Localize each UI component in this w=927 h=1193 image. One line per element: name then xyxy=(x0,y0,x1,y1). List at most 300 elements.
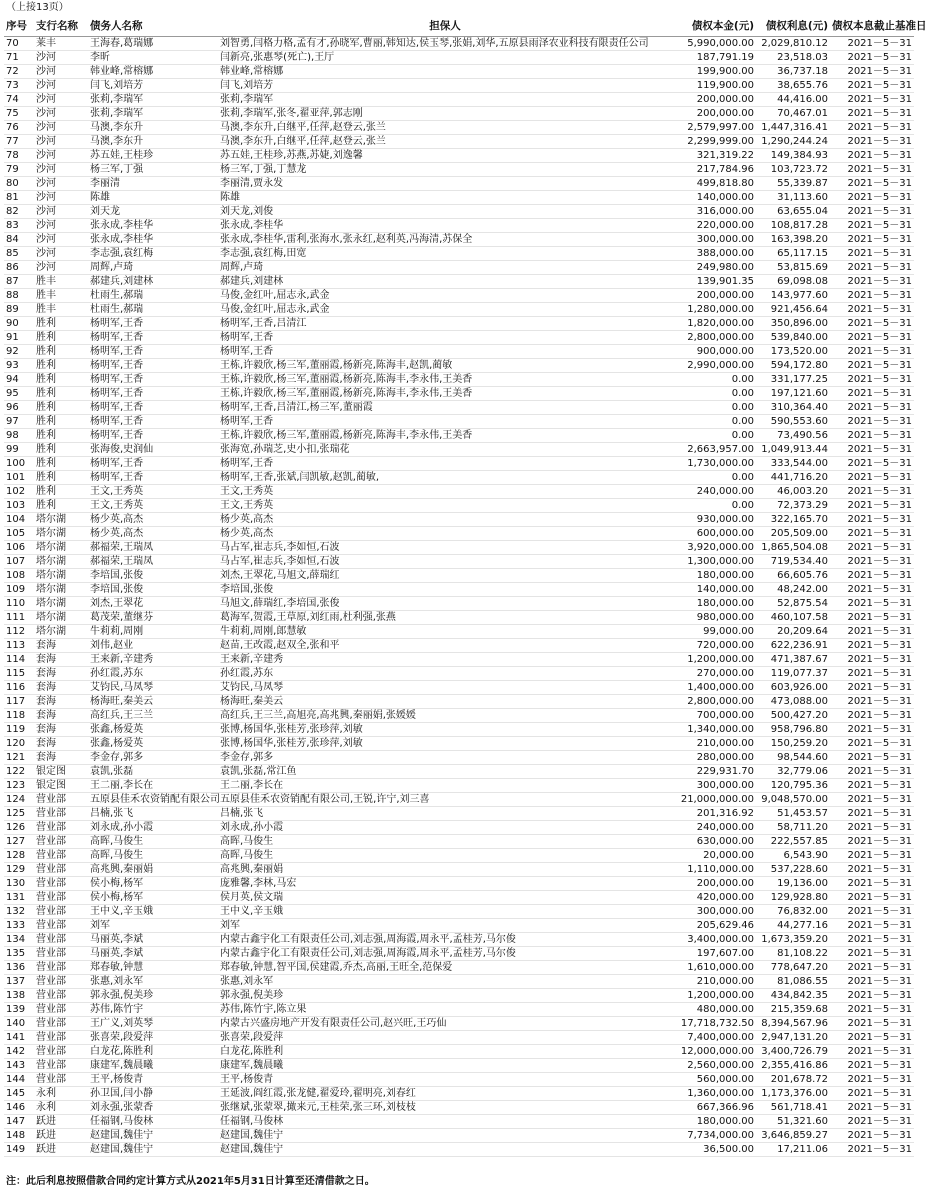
interest-amount: 36,737.18 xyxy=(777,66,828,77)
table-row xyxy=(4,289,914,303)
row-no: 90 xyxy=(6,318,19,329)
guarantor-names: 郭永强,倪美珍 xyxy=(220,990,284,1001)
row-no: 86 xyxy=(6,262,19,273)
principal-amount: 980,000.00 xyxy=(696,612,754,623)
base-date: 2021－5－31 xyxy=(847,52,912,63)
debtor-name: 刘永强,张蒙香 xyxy=(90,1102,154,1113)
debtor-name: 杨少英,高杰 xyxy=(90,514,144,525)
row-no: 108 xyxy=(6,570,26,581)
row-no: 131 xyxy=(6,892,26,903)
base-date: 2021－5－31 xyxy=(847,38,912,49)
base-date: 2021－5－31 xyxy=(847,80,912,91)
branch-name: 银定图 xyxy=(36,780,66,791)
branch-name: 沙河 xyxy=(36,248,56,259)
row-no: 125 xyxy=(6,808,26,819)
table-header-row xyxy=(4,16,914,37)
branch-name: 胜丰 xyxy=(36,276,56,287)
principal-amount: 1,110,000.00 xyxy=(687,864,754,875)
row-no: 118 xyxy=(6,710,26,721)
base-date: 2021－5－31 xyxy=(847,570,912,581)
base-date: 2021－5－31 xyxy=(847,1060,912,1071)
table-row xyxy=(4,107,914,121)
debtor-name: 杜雨生,郝瑞 xyxy=(90,304,144,315)
row-no: 134 xyxy=(6,934,26,945)
guarantor-names: 王文,王秀英 xyxy=(220,486,274,497)
debtor-name: 王平,杨俊青 xyxy=(90,1074,144,1085)
base-date: 2021－5－31 xyxy=(847,192,912,203)
base-date: 2021－5－31 xyxy=(847,136,912,147)
row-no: 128 xyxy=(6,850,26,861)
principal-amount: 0.00 xyxy=(731,430,754,441)
guarantor-names: 赵建国,魏佳宁 xyxy=(220,1130,284,1141)
row-no: 70 xyxy=(6,38,19,49)
debtor-name: 韩业峰,常榕娜 xyxy=(90,66,154,77)
branch-name: 胜利 xyxy=(36,430,56,441)
interest-amount: 129,928.80 xyxy=(770,892,828,903)
guarantor-names: 张喜荣,段爱萍 xyxy=(220,1032,284,1043)
base-date: 2021－5－31 xyxy=(847,794,912,805)
guarantor-names: 艾钧民,马凤琴 xyxy=(220,682,284,693)
branch-name: 营业部 xyxy=(36,836,66,847)
principal-amount: 119,900.00 xyxy=(696,80,754,91)
base-date: 2021－5－31 xyxy=(847,626,912,637)
table-row xyxy=(4,1087,914,1101)
row-no: 77 xyxy=(6,136,19,147)
principal-amount: 499,818.80 xyxy=(696,178,754,189)
guarantor-names: 杨明军,王香 xyxy=(220,458,274,469)
principal-amount: 600,000.00 xyxy=(696,528,754,539)
base-date: 2021－5－31 xyxy=(847,360,912,371)
branch-name: 套海 xyxy=(36,682,56,693)
interest-amount: 460,107.58 xyxy=(770,612,828,623)
base-date: 2021－5－31 xyxy=(847,500,912,511)
branch-name: 营业部 xyxy=(36,934,66,945)
table-row xyxy=(4,163,914,177)
debtor-name: 艾钧民,马凤琴 xyxy=(90,682,154,693)
guarantor-names: 高晖,马俊生 xyxy=(220,836,274,847)
principal-amount: 2,800,000.00 xyxy=(687,696,754,707)
base-date: 2021－5－31 xyxy=(847,1102,912,1113)
debtor-name: 张鑫,杨爱英 xyxy=(90,724,144,735)
row-no: 89 xyxy=(6,304,19,315)
base-date: 2021－5－31 xyxy=(847,822,912,833)
principal-amount: 200,000.00 xyxy=(696,290,754,301)
table-row xyxy=(4,1101,914,1115)
header-guarantor: 担保人 xyxy=(429,20,461,32)
guarantor-names: 杨少英,高杰 xyxy=(220,528,274,539)
branch-name: 营业部 xyxy=(36,1074,66,1085)
row-no: 93 xyxy=(6,360,19,371)
branch-name: 塔尔湖 xyxy=(36,514,66,525)
base-date: 2021－5－31 xyxy=(847,766,912,777)
debtor-name: 高红兵,王三兰 xyxy=(90,710,154,721)
row-no: 75 xyxy=(6,108,19,119)
debtor-name: 杜雨生,郝瑞 xyxy=(90,290,144,301)
branch-name: 塔尔湖 xyxy=(36,598,66,609)
branch-name: 沙河 xyxy=(36,52,56,63)
guarantor-names: 王中义,辛玉娥 xyxy=(220,906,284,917)
row-no: 133 xyxy=(6,920,26,931)
row-no: 147 xyxy=(6,1116,26,1127)
guarantor-names: 刘永成,孙小霞 xyxy=(220,822,284,833)
guarantor-names: 白龙花,陈胜利 xyxy=(220,1046,284,1057)
debtor-name: 刘天龙 xyxy=(90,206,120,217)
branch-name: 套海 xyxy=(36,710,56,721)
principal-amount: 667,366.96 xyxy=(696,1102,754,1113)
principal-amount: 720,000.00 xyxy=(696,640,754,651)
branch-name: 胜利 xyxy=(36,402,56,413)
row-no: 136 xyxy=(6,962,26,973)
debtor-name: 高晖,马俊生 xyxy=(90,836,144,847)
base-date: 2021－5－31 xyxy=(847,962,912,973)
row-no: 72 xyxy=(6,66,19,77)
row-no: 85 xyxy=(6,248,19,259)
interest-amount: 55,339.87 xyxy=(777,178,828,189)
principal-amount: 0.00 xyxy=(731,472,754,483)
guarantor-names: 闫新亮,张惠琴(死亡),王厅 xyxy=(220,52,335,63)
row-no: 110 xyxy=(6,598,26,609)
row-no: 84 xyxy=(6,234,19,245)
interest-amount: 2,947,131.20 xyxy=(761,1032,828,1043)
branch-name: 胜利 xyxy=(36,374,56,385)
base-date: 2021－5－31 xyxy=(847,752,912,763)
interest-amount: 2,029,810.12 xyxy=(761,38,828,49)
debtor-name: 五原县佳禾农资销配有限公司 xyxy=(90,794,220,805)
branch-name: 营业部 xyxy=(36,1004,66,1015)
debtor-name: 袁凯,张磊 xyxy=(90,766,134,777)
table-row xyxy=(4,835,914,849)
base-date: 2021－5－31 xyxy=(847,682,912,693)
table-row xyxy=(4,989,914,1003)
guarantor-names: 杨海旺,秦美云 xyxy=(220,696,284,707)
branch-name: 沙河 xyxy=(36,262,56,273)
guarantor-names: 马旭文,薛瑞红,李培国,张俊 xyxy=(220,598,340,609)
table-row xyxy=(4,345,914,359)
table-row xyxy=(4,891,914,905)
table-row xyxy=(4,471,914,485)
debt-table xyxy=(4,16,927,1157)
table-row xyxy=(4,597,914,611)
interest-amount: 333,544.00 xyxy=(770,458,828,469)
debtor-name: 康建军,魏晨曦 xyxy=(90,1060,154,1071)
base-date: 2021－5－31 xyxy=(847,696,912,707)
interest-amount: 205,509.00 xyxy=(770,528,828,539)
branch-name: 营业部 xyxy=(36,808,66,819)
principal-amount: 139,901.35 xyxy=(696,276,754,287)
base-date: 2021－5－31 xyxy=(847,1018,912,1029)
guarantor-names: 杨明军,王香,吕清江 xyxy=(220,318,307,329)
principal-amount: 1,300,000.00 xyxy=(687,556,754,567)
principal-amount: 197,607.00 xyxy=(696,948,754,959)
debtor-name: 王海春,葛瑞娜 xyxy=(90,38,154,49)
table-row xyxy=(4,863,914,877)
table-row xyxy=(4,429,914,443)
base-date: 2021－5－31 xyxy=(847,598,912,609)
row-no: 76 xyxy=(6,122,19,133)
guarantor-names: 张莉,李瑞军,张冬,翟亚萍,郭志刚 xyxy=(220,108,363,119)
guarantor-names: 高红兵,王三兰,高旭亮,高兆興,秦丽娟,张媛媛 xyxy=(220,710,416,721)
base-date: 2021－5－31 xyxy=(847,346,912,357)
table-row xyxy=(4,765,914,779)
principal-amount: 900,000.00 xyxy=(696,346,754,357)
debtor-name: 葛茂荣,董继芬 xyxy=(90,612,154,623)
principal-amount: 20,000.00 xyxy=(703,850,754,861)
guarantor-names: 侯月英,侯文瑞 xyxy=(220,892,284,903)
principal-amount: 201,316.92 xyxy=(696,808,754,819)
interest-amount: 1,865,504.08 xyxy=(761,542,828,553)
guarantor-names: 内蒙古鑫宇化工有限责任公司,刘志强,周海霞,周永平,孟桂芳,马尔俊 xyxy=(220,948,516,959)
branch-name: 沙河 xyxy=(36,178,56,189)
interest-amount: 32,779.06 xyxy=(777,766,828,777)
interest-amount: 1,049,913.44 xyxy=(761,444,828,455)
guarantor-names: 陈雄 xyxy=(220,192,240,203)
table-row xyxy=(4,1143,914,1157)
interest-amount: 51,321.60 xyxy=(777,1116,828,1127)
interest-amount: 120,795.36 xyxy=(770,780,828,791)
branch-name: 胜利 xyxy=(36,500,56,511)
branch-name: 跃进 xyxy=(36,1144,56,1155)
principal-amount: 2,579,997.00 xyxy=(687,122,754,133)
principal-amount: 2,560,000.00 xyxy=(687,1060,754,1071)
branch-name: 营业部 xyxy=(36,990,66,1001)
guarantor-names: 张海宽,孙瑞芝,史小扣,张瑞花 xyxy=(220,444,350,455)
principal-amount: 180,000.00 xyxy=(696,598,754,609)
table-row xyxy=(4,779,914,793)
table-row xyxy=(4,877,914,891)
row-no: 144 xyxy=(6,1074,26,1085)
principal-amount: 480,000.00 xyxy=(696,1004,754,1015)
principal-amount: 321,319.22 xyxy=(696,150,754,161)
principal-amount: 200,000.00 xyxy=(696,94,754,105)
principal-amount: 300,000.00 xyxy=(696,234,754,245)
interest-amount: 539,840.00 xyxy=(770,332,828,343)
branch-name: 胜利 xyxy=(36,360,56,371)
interest-amount: 17,211.06 xyxy=(777,1144,828,1155)
row-no: 120 xyxy=(6,738,26,749)
header-principal: 债权本金(元) xyxy=(691,20,754,32)
interest-amount: 81,086.55 xyxy=(777,976,828,987)
guarantor-names: 李培国,张俊 xyxy=(220,584,274,595)
guarantor-names: 刘天龙,刘俊 xyxy=(220,206,274,217)
table-row xyxy=(4,975,914,989)
guarantor-names: 马占军,崔志兵,李如恒,石波 xyxy=(220,542,340,553)
base-date: 2021－5－31 xyxy=(847,584,912,595)
table-row xyxy=(4,667,914,681)
interest-amount: 51,453.57 xyxy=(777,808,828,819)
branch-name: 永利 xyxy=(36,1102,56,1113)
debtor-name: 张莉,李瑞军 xyxy=(90,94,144,105)
debtor-name: 郝福荣,王瑞凤 xyxy=(90,556,154,567)
base-date: 2021－5－31 xyxy=(847,920,912,931)
debtor-name: 李培国,张俊 xyxy=(90,584,144,595)
interest-amount: 76,832.00 xyxy=(777,906,828,917)
row-no: 124 xyxy=(6,794,26,805)
branch-name: 营业部 xyxy=(36,976,66,987)
interest-amount: 331,177.25 xyxy=(770,374,828,385)
branch-name: 营业部 xyxy=(36,850,66,861)
interest-amount: 70,467.01 xyxy=(777,108,828,119)
principal-amount: 300,000.00 xyxy=(696,906,754,917)
branch-name: 胜利 xyxy=(36,318,56,329)
debtor-name: 郭永强,倪美珍 xyxy=(90,990,154,1001)
guarantor-names: 杨明军,王香,张斌,闫凯敏,赵凯,蔺敏, xyxy=(220,472,380,483)
interest-amount: 201,678.72 xyxy=(770,1074,828,1085)
interest-amount: 222,557.85 xyxy=(770,836,828,847)
guarantor-names: 葛海军,贺霞,王草原,刘红雨,杜利强,张燕 xyxy=(220,612,396,623)
debtor-name: 侯小梅,杨军 xyxy=(90,892,144,903)
base-date: 2021－5－31 xyxy=(847,556,912,567)
debtor-name: 李金存,郭多 xyxy=(90,752,144,763)
guarantor-names: 王延波,阎红霞,张龙健,翟爱玲,翟明亮,刘春红 xyxy=(220,1088,416,1099)
interest-amount: 48,242.00 xyxy=(777,584,828,595)
base-date: 2021－5－31 xyxy=(847,402,912,413)
debtor-name: 陈雄 xyxy=(90,192,110,203)
base-date: 2021－5－31 xyxy=(847,164,912,175)
debtor-name: 马澳,李东升 xyxy=(90,122,144,133)
base-date: 2021－5－31 xyxy=(847,668,912,679)
row-no: 113 xyxy=(6,640,26,651)
debtor-name: 刘杰,王翠花 xyxy=(90,598,144,609)
interest-amount: 143,977.60 xyxy=(770,290,828,301)
row-no: 94 xyxy=(6,374,19,385)
guarantor-names: 王栋,许毅欣,杨三军,董丽霞,杨新亮,陈海丰,赵凯,蔺敏 xyxy=(220,360,453,371)
branch-name: 套海 xyxy=(36,640,56,651)
debtor-name: 张永成,李桂华 xyxy=(90,234,154,245)
base-date: 2021－5－31 xyxy=(847,892,912,903)
principal-amount: 217,784.96 xyxy=(696,164,754,175)
guarantor-names: 赵建国,魏佳宁 xyxy=(220,1144,284,1155)
guarantor-names: 康建军,魏晨曦 xyxy=(220,1060,284,1071)
guarantor-names: 庞雅馨,李林,马宏 xyxy=(220,878,297,889)
principal-amount: 205,629.46 xyxy=(696,920,754,931)
row-no: 112 xyxy=(6,626,26,637)
table-row xyxy=(4,485,914,499)
table-row xyxy=(4,401,914,415)
base-date: 2021－5－31 xyxy=(847,332,912,343)
principal-amount: 0.00 xyxy=(731,402,754,413)
branch-name: 沙河 xyxy=(36,66,56,77)
interest-amount: 561,718.41 xyxy=(770,1102,828,1113)
debtor-name: 杨海旺,秦美云 xyxy=(90,696,154,707)
base-date: 2021－5－31 xyxy=(847,290,912,301)
principal-amount: 180,000.00 xyxy=(696,570,754,581)
table-row xyxy=(4,135,914,149)
guarantor-names: 马俊,金红叶,屈志永,武金 xyxy=(220,290,330,301)
principal-amount: 930,000.00 xyxy=(696,514,754,525)
row-no: 117 xyxy=(6,696,26,707)
debtor-name: 杨明军,王香 xyxy=(90,472,144,483)
table-row xyxy=(4,1059,914,1073)
row-no: 95 xyxy=(6,388,19,399)
debtor-name: 王文,王秀英 xyxy=(90,486,144,497)
base-date: 2021－5－31 xyxy=(847,1046,912,1057)
branch-name: 胜利 xyxy=(36,346,56,357)
table-row xyxy=(4,947,914,961)
base-date: 2021－5－31 xyxy=(847,934,912,945)
principal-amount: 249,980.00 xyxy=(696,262,754,273)
branch-name: 营业部 xyxy=(36,1018,66,1029)
principal-amount: 280,000.00 xyxy=(696,752,754,763)
row-no: 103 xyxy=(6,500,26,511)
debtor-name: 马澳,李东升 xyxy=(90,136,144,147)
branch-name: 胜利 xyxy=(36,444,56,455)
guarantor-names: 牛莉莉,周刚,郎慧敏 xyxy=(220,626,307,637)
base-date: 2021－5－31 xyxy=(847,178,912,189)
row-no: 119 xyxy=(6,724,26,735)
table-row xyxy=(4,275,914,289)
debtor-name: 张永成,李桂华 xyxy=(90,220,154,231)
interest-amount: 44,277.16 xyxy=(777,920,828,931)
base-date: 2021－5－31 xyxy=(847,514,912,525)
base-date: 2021－5－31 xyxy=(847,248,912,259)
principal-amount: 0.00 xyxy=(731,388,754,399)
principal-amount: 17,718,732.50 xyxy=(680,1018,754,1029)
row-no: 88 xyxy=(6,290,19,301)
base-date: 2021－5－31 xyxy=(847,850,912,861)
table-row xyxy=(4,247,914,261)
table-row xyxy=(4,709,914,723)
principal-amount: 210,000.00 xyxy=(696,976,754,987)
guarantor-names: 张永成,李桂华,雷利,张海水,张永红,赵利英,冯海清,苏保全 xyxy=(220,234,473,245)
debtor-name: 白龙花,陈胜利 xyxy=(90,1046,154,1057)
table-row xyxy=(4,653,914,667)
table-row xyxy=(4,233,914,247)
guarantor-names: 张永成,李桂华 xyxy=(220,220,284,231)
header-base-date: 债权本息截止基准日 xyxy=(832,20,927,32)
debtor-name: 苏五娃,王桂珍 xyxy=(90,150,154,161)
guarantor-names: 杨明军,王香,吕清江,杨三军,董丽霞 xyxy=(220,402,373,413)
table-row xyxy=(4,723,914,737)
table-row xyxy=(4,793,914,807)
base-date: 2021－5－31 xyxy=(847,990,912,1001)
row-no: 130 xyxy=(6,878,26,889)
guarantor-names: 刘杰,王翠花,马旭文,薛瑞红 xyxy=(220,570,340,581)
branch-name: 塔尔湖 xyxy=(36,584,66,595)
interest-amount: 31,113.60 xyxy=(777,192,828,203)
base-date: 2021－5－31 xyxy=(847,206,912,217)
guarantor-names: 马澳,李东升,白继平,任萍,赵登云,张兰 xyxy=(220,122,386,133)
row-no: 135 xyxy=(6,948,26,959)
base-date: 2021－5－31 xyxy=(847,486,912,497)
guarantor-names: 王文,王秀英 xyxy=(220,500,274,511)
base-date: 2021－5－31 xyxy=(847,864,912,875)
branch-name: 跃进 xyxy=(36,1130,56,1141)
debtor-name: 马丽英,李斌 xyxy=(90,948,144,959)
debtor-name: 杨明军,王香 xyxy=(90,318,144,329)
debtor-name: 刘永成,孙小霞 xyxy=(90,822,154,833)
base-date: 2021－5－31 xyxy=(847,808,912,819)
table-row xyxy=(4,177,914,191)
principal-amount: 270,000.00 xyxy=(696,668,754,679)
table-row xyxy=(4,303,914,317)
interest-amount: 8,394,567.96 xyxy=(761,1018,828,1029)
row-no: 116 xyxy=(6,682,26,693)
guarantor-names: 李丽清,贾永发 xyxy=(220,178,284,189)
debtor-name: 刘军 xyxy=(90,920,110,931)
guarantor-names: 马占军,崔志兵,李如恒,石波 xyxy=(220,556,340,567)
table-row xyxy=(4,513,914,527)
row-no: 92 xyxy=(6,346,19,357)
guarantor-names: 王二丽,李长在 xyxy=(220,780,284,791)
guarantor-names: 马俊,金红叶,屈志永,武金 xyxy=(220,304,330,315)
debtor-name: 赵建国,魏佳宁 xyxy=(90,1144,154,1155)
interest-amount: 1,673,359.20 xyxy=(761,934,828,945)
interest-amount: 1,447,316.41 xyxy=(761,122,828,133)
branch-name: 胜丰 xyxy=(36,290,56,301)
guarantor-names: 李志强,袁红梅,田宽 xyxy=(220,248,307,259)
table-row xyxy=(4,905,914,919)
debtor-name: 张莉,李瑞军 xyxy=(90,108,144,119)
